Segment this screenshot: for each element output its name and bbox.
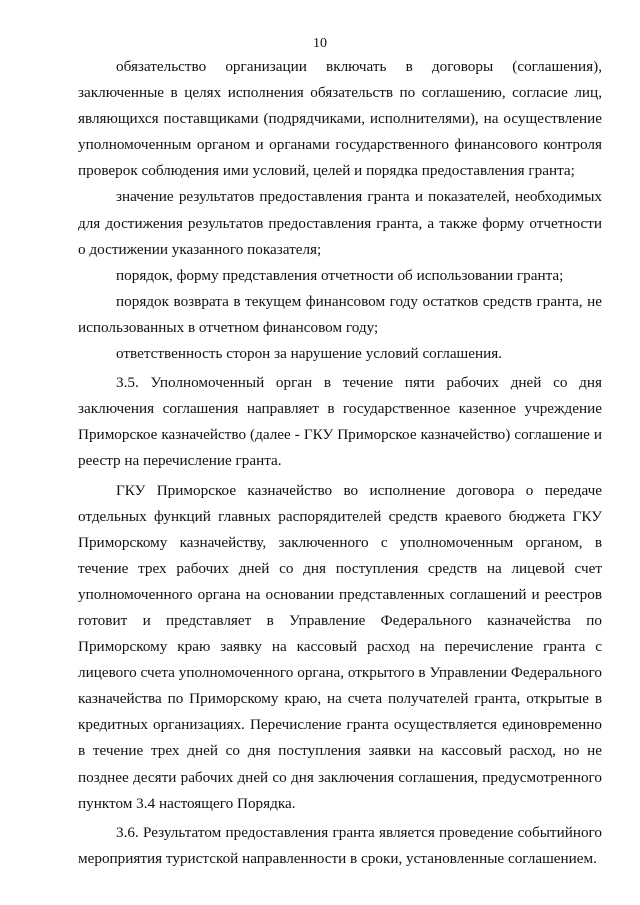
document-body [78, 54, 602, 872]
paragraph-obligation-clause: обязательство организации включать в договоры (соглашения), заключенные в целях исполнения обязательств по соглашению, согласие лиц, являющихся поставщиками (подрядчиками, исполнителями), на осуществление уполномоченным органом и органами государственного финансового контроля проверок соблюдения ими условий, целей и порядка предоставления гранта; [78, 58, 602, 180]
paragraph-treasury-procedure: ГКУ Приморское казначейство во исполнение договора о передаче отдельных функций главных распорядителей средств краевого бюджета ГКУ Приморскому казначейству, заключенного с уполномоченным органом, в течение трех рабочих дней со дня поступления средств на лицевой счет уполномоченного органа на основании представленных соглашений и реестров готовит и представляет в Управление Федерального казначейства по Приморскому краю заявку на кассовый расход на перечисление гранта с лицевого счета уполномоченного органа, открытого в Управлении Федерального казначейства по Приморскому краю, на счета получателей гранта, открытые в кредитных организациях. Перечисление гранта осуществляется единовременно в течение трех дней со дня поступления заявки на кассовый расход, но не позднее десяти рабочих дней со дня заключения соглашения, предусмотренного пунктом 3.4 настоящего Порядка. [78, 481, 602, 812]
paragraph-return-procedure: порядок возврата в текущем финансовом году остатков средств гранта, не использованных в отчетном финансовом году; [78, 292, 602, 336]
page-number: 10 [313, 36, 327, 51]
paragraph-reporting-form: порядок, форму представления отчетности об использовании гранта; [116, 266, 564, 284]
paragraph-results-value: значение результатов предоставления гранта и показателей, необходимых для достижения результатов предоставления гранта, а также форму отчетности о достижении указанного показателя; [78, 188, 602, 258]
paragraph-liability: ответственность сторон за нарушение условий соглашения. [116, 345, 503, 363]
paragraph-section-3-6: 3.6. Результатом предоставления гранта является проведение событийного мероприятия туристской направленности в сроки, установленные соглашением. [78, 823, 602, 867]
paragraph-section-3-5: 3.5. Уполномоченный орган в течение пяти рабочих дней со дня заключения соглашения направляет в государственное казенное учреждение Приморское казначейство (далее - ГКУ Приморское казначейство) соглашение и реестр на перечисление гранта. [78, 374, 602, 470]
